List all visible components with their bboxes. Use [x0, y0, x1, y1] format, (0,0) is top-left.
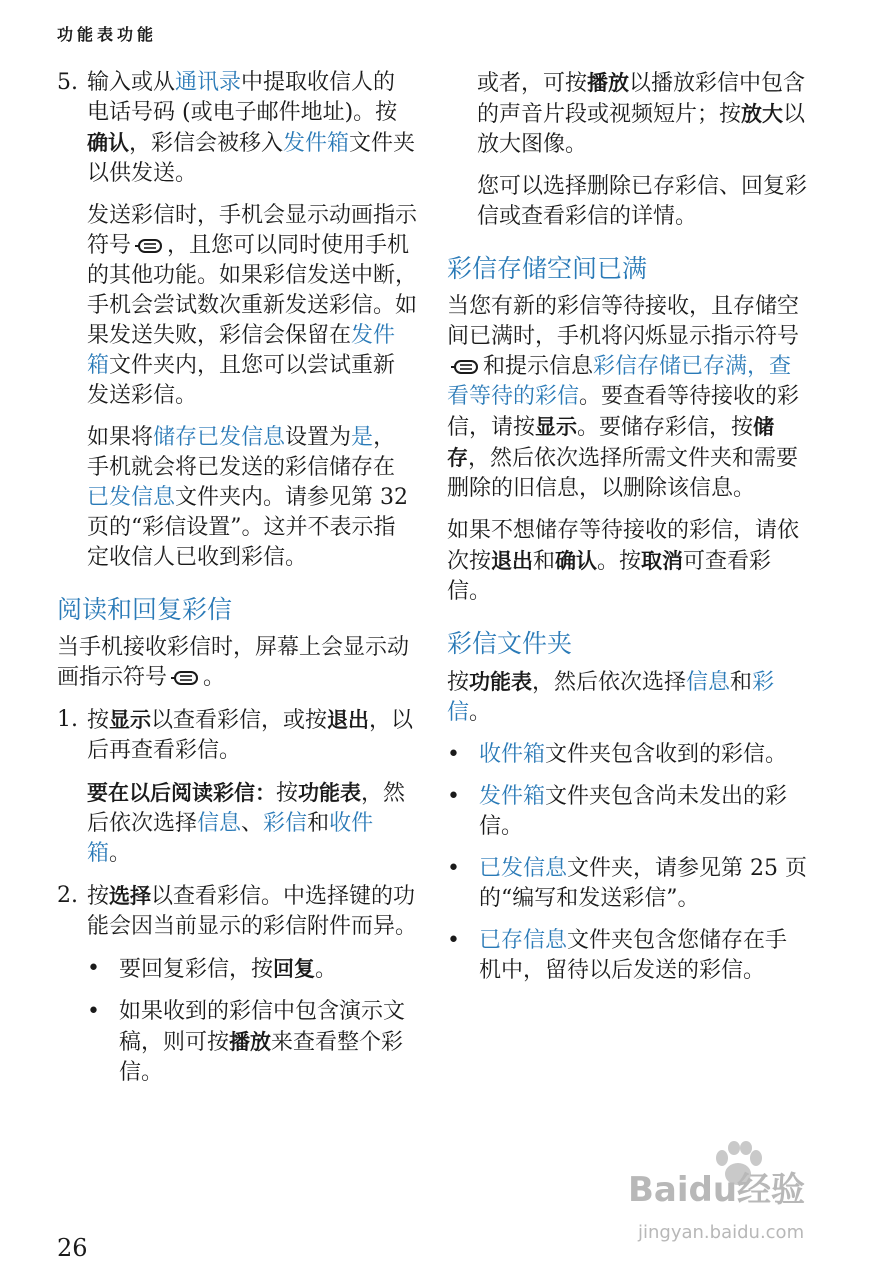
list-item-text — [119, 997, 417, 1088]
text: 来查看整个彩信。 — [119, 1030, 404, 1085]
text: 发送彩信时，手机会显示动画指示符号 — [87, 203, 418, 258]
read-later-paragraph — [87, 778, 417, 869]
softkey-cancel: 取消 — [641, 549, 684, 573]
watermark — [628, 1140, 858, 1260]
softkey-zoom: 放大 — [741, 102, 784, 126]
softkey-show: 显示 — [535, 415, 578, 439]
link-messages[interactable]: 信息 — [197, 811, 242, 836]
text: ，彩信会被移入 — [129, 131, 284, 156]
heading-read-reply: 阅读和回复彩信 — [57, 595, 233, 624]
link-outbox[interactable]: 发件箱 — [283, 131, 350, 156]
text: 。要储存彩信，按 — [577, 415, 754, 440]
softkey-menu: 功能表 — [469, 670, 533, 694]
watermark-logo: Baidu经验 — [628, 1170, 806, 1210]
watermark-url: jingyan.baidu.com — [638, 1222, 805, 1243]
link-storage-full-message[interactable]: 彩信存储已存满，查看等待的彩信 — [447, 354, 792, 409]
bullet: • — [447, 928, 460, 953]
running-title: 功能表功能 — [57, 25, 158, 44]
step-number: 1. — [57, 707, 78, 732]
text: 以播放彩信中包含的声音片段或视频短片；按 — [477, 71, 806, 127]
text: 和 — [730, 670, 753, 695]
link-mms[interactable]: 彩信 — [263, 811, 308, 836]
text: 文件夹包含尚未发出的彩信。 — [479, 784, 788, 839]
text: 和 — [307, 811, 330, 836]
text: 文件夹包含您储存在手机中，留待以后发送的彩信。 — [479, 928, 788, 983]
text: ，然后依次选择 — [87, 781, 406, 836]
link-saved-items[interactable]: 已存信息 — [479, 928, 568, 953]
read-later-label: 要在以后阅读彩信： — [87, 781, 276, 805]
text: 文件夹，请参见第 25 页的“编写和发送彩信”。 — [479, 856, 807, 911]
list-item-text — [479, 782, 807, 842]
text: 可查看彩信。 — [447, 549, 772, 604]
step-1 — [57, 705, 417, 766]
exit-paragraph — [447, 516, 807, 607]
step-2 — [57, 881, 417, 942]
link-yes[interactable]: 是 — [351, 425, 374, 450]
list-item-play — [87, 997, 417, 1088]
list-item-outbox — [447, 782, 807, 842]
right-column — [447, 68, 807, 986]
list-item-text — [479, 854, 807, 914]
list-item-reply — [87, 954, 417, 985]
text: 按 — [87, 884, 110, 909]
text: ，然后依次选择所需文件夹和需要删除的旧信息，以删除该信息。 — [447, 446, 799, 501]
softkey-show: 显示 — [109, 708, 152, 732]
step-number: 5. — [57, 70, 78, 95]
text: 。按 — [597, 549, 642, 574]
softkey-select: 选择 — [109, 884, 152, 908]
save-sent-paragraph — [87, 423, 417, 573]
list-item-text — [119, 954, 417, 985]
page-number: 26 — [57, 1234, 88, 1262]
text: 要回复彩信，按 — [119, 957, 274, 982]
link-inbox[interactable]: 收件箱 — [87, 811, 374, 866]
text: 当手机接收彩信时，屏幕上会显示动画指示符号 — [57, 635, 410, 690]
link-sent-items[interactable]: 已发信息 — [479, 856, 568, 881]
softkey-confirm: 确认 — [87, 131, 129, 155]
step-text — [87, 68, 417, 189]
mms-indicator-icon — [171, 670, 199, 686]
heading-storage-full: 彩信存储空间已满 — [447, 254, 648, 283]
text: 当您有新的彩信等待接收，且存储空间已满时，手机将闪烁显示指示符号 — [447, 294, 800, 349]
sending-paragraph — [87, 201, 417, 411]
storage-full-paragraph — [447, 292, 807, 504]
text: 中提取收信人的电话号码 (或电子邮件地址)。按 — [87, 70, 398, 125]
softkey-menu: 功能表 — [298, 781, 362, 805]
text: ，且您可以同时使用手机的其他功能。如果彩信发送中断，手机会尝试数次重新发送彩信。如果发送失败，彩信会保留在 — [87, 233, 418, 348]
text: 按 — [276, 781, 299, 806]
heading-mms-folders: 彩信文件夹 — [447, 629, 573, 658]
softkey-exit: 退出 — [491, 549, 534, 573]
text: 。 — [203, 665, 226, 690]
text: 和 — [533, 549, 556, 574]
softkey-reply: 回复 — [273, 957, 316, 981]
text: ，以后再查看彩信。 — [87, 708, 414, 763]
mms-indicator-icon — [135, 238, 163, 254]
list-item-inbox — [447, 740, 807, 770]
softkey-play: 播放 — [229, 1030, 272, 1054]
text: 如果将 — [87, 425, 154, 450]
left-column — [57, 68, 417, 1088]
text: 。 — [315, 957, 338, 982]
link-inbox[interactable]: 收件箱 — [479, 742, 546, 767]
bullet: • — [447, 784, 460, 809]
link-outbox[interactable]: 发件箱 — [479, 784, 546, 809]
text: 。 — [469, 700, 492, 725]
text: 。 — [109, 841, 132, 866]
text: 以放大图像。 — [477, 102, 806, 157]
text: 文件夹内，且您可以尝试重新发送彩信。 — [87, 353, 396, 408]
text: 以查看彩信。中选择键的功能会因当前显示的彩信附件而异。 — [87, 884, 418, 939]
text: 如果收到的彩信中包含演示文稿，则可按 — [119, 999, 406, 1055]
text: 文件夹内。请参见第 32 页的“彩信设置”。这并不表示指定收信人已收到彩信。 — [87, 485, 409, 570]
text: 或者，可按 — [477, 71, 588, 96]
folders-paragraph — [447, 667, 807, 728]
list-item-saved-items — [447, 926, 807, 986]
text: 如果不想储存等待接收的彩信，请依次按 — [447, 518, 800, 574]
text: 按 — [87, 708, 110, 733]
bullet: • — [447, 856, 460, 881]
softkey-confirm: 确认 — [555, 549, 598, 573]
text: 文件夹以供发送。 — [87, 131, 416, 186]
receive-paragraph — [57, 633, 417, 693]
bullet: • — [87, 956, 100, 981]
link-save-sent[interactable]: 储存已发信息 — [153, 425, 286, 450]
delete-paragraph: 您可以选择删除已存彩信、回复彩信或查看彩信的详情。 — [477, 174, 808, 229]
step-text — [87, 881, 417, 942]
link-sent-items[interactable]: 已发信息 — [87, 485, 176, 510]
text: 。要查看等待接收的彩信，请按 — [447, 384, 800, 440]
text: 以查看彩信，或按 — [151, 708, 328, 733]
text: 输入或从 — [87, 70, 176, 95]
list-item-sent-items — [447, 854, 807, 914]
text: ，手机就会将已发送的彩信储存在 — [87, 425, 396, 480]
link-outbox[interactable]: 发件箱 — [87, 323, 396, 378]
text: ，然后依次选择 — [532, 670, 687, 695]
text: 按 — [447, 670, 470, 695]
text: 和提示信息 — [483, 354, 594, 379]
bullet: • — [447, 742, 460, 767]
playback-paragraph — [477, 68, 807, 160]
mms-full-indicator-icon — [451, 359, 479, 375]
text: 、 — [241, 811, 264, 836]
link-contacts[interactable]: 通讯录 — [175, 70, 242, 95]
link-messages[interactable]: 信息 — [686, 670, 731, 695]
link-mms[interactable]: 彩信 — [447, 670, 775, 725]
step-number: 2. — [57, 883, 78, 908]
text: 设置为 — [285, 425, 352, 450]
softkey-exit: 退出 — [327, 708, 370, 732]
softkey-play: 播放 — [587, 71, 630, 95]
step-text — [87, 705, 417, 766]
bullet: • — [87, 999, 100, 1024]
list-item-text — [479, 740, 807, 770]
softkey-save: 储存 — [447, 415, 775, 470]
list-item-text — [479, 926, 807, 986]
step-5 — [57, 68, 417, 189]
text: 文件夹包含收到的彩信。 — [545, 742, 788, 767]
